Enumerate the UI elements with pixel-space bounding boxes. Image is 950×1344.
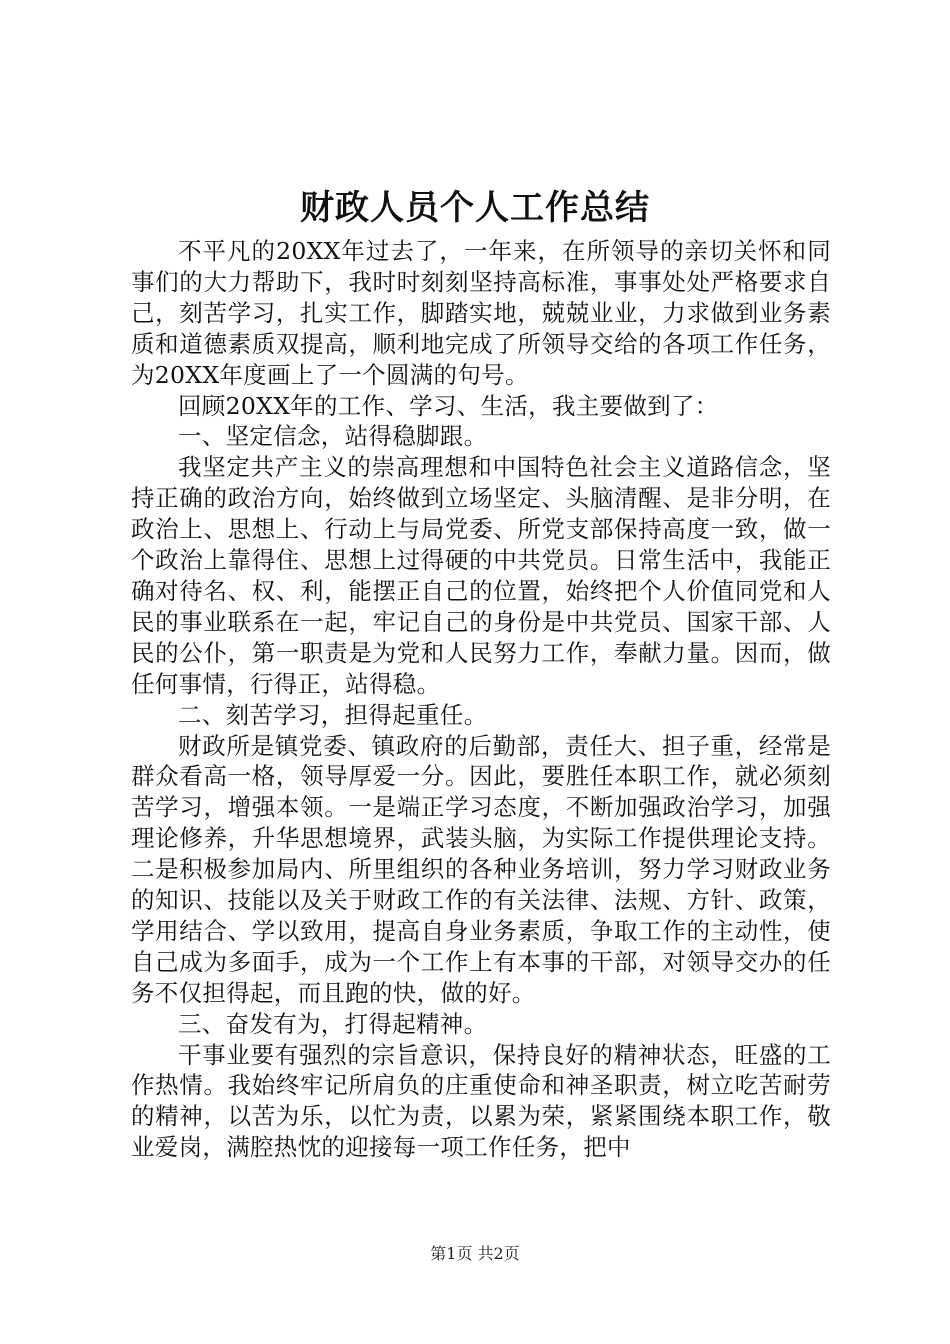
section-heading-1: 一、坚定信念，站得稳脚跟。 [178,422,488,451]
paragraph-intro: 不平凡的20XX年过去了，一年来，在所领导的亲切关怀和同事们的大力帮助下，我时时刻刻坚持高标准，事事处处严格要求自己，刻苦学习，扎实工作，脚踏实地，兢兢业业，力求做到业务素质和道德素质双提高，顺利地完成了所领导交给的各项工作任务，为20XX年度画上了一个圆满的句号。 [131,237,831,389]
paragraph-section-3: 干事业要有强烈的宗旨意识，保持良好的精神状态，旺盛的工作热情。我始终牢记所肩负的庄重使命和神圣职责，树立吃苦耐劳的精神，以苦为乐，以忙为责，以累为荣，紧紧围绕本职工作，敬业爱岗，满腔热忱的迎接每一项工作任务，把中 [131,1040,831,1162]
paragraph-review: 回顾20XX年的工作、学习、生活，我主要做到了： [178,391,719,420]
section-heading-2: 二、刻苦学习，担得起重任。 [178,700,488,729]
paragraph-section-2: 财政所是镇党委、镇政府的后勤部，责任大、担子重，经常是群众看高一格，领导厚爱一分。因此，要胜任本职工作，就必须刻苦学习，增强本领。一是端正学习态度，不断加强政治学习，加强理论修养，升华思想境界，武装头脑，为实际工作提供理论支持。二是积极参加局内、所里组织的各种业务培训，努力学习财政业务的知识、技能以及关于财政工作的有关法律、法规、方针、政策，学用结合、学以致用，提高自身业务素质，争取工作的主动性，使自己成为多面手，成为一个工作上有本事的干部，对领导交办的任务不仅担得起，而且跑的快，做的好。 [131,731,831,1007]
page-number-footer: 第1页 共2页 [430,1244,520,1263]
paragraph-section-1: 我坚定共产主义的崇高理想和中国特色社会主义道路信念，坚持正确的政治方向，始终做到立场坚定、头脑清醒、是非分明，在政治上、思想上、行动上与局党委、所党支部保持高度一致，做一个政治上靠得住、思想上过得硬的中共党员。日常生活中，我能正确对待名、权、利，能摆正自己的位置，始终把个人价值同党和人民的事业联系在一起，牢记自己的身份是中共党员、国家干部、人民的公仆，第一职责是为党和人民努力工作，奉献力量。因而，做任何事情，行得正，站得稳。 [131,453,831,698]
document-body [131,236,831,1163]
section-heading-3: 三、奋发有为，打得起精神。 [178,1009,488,1038]
page-title: 财政人员个人工作总结 [300,188,650,228]
